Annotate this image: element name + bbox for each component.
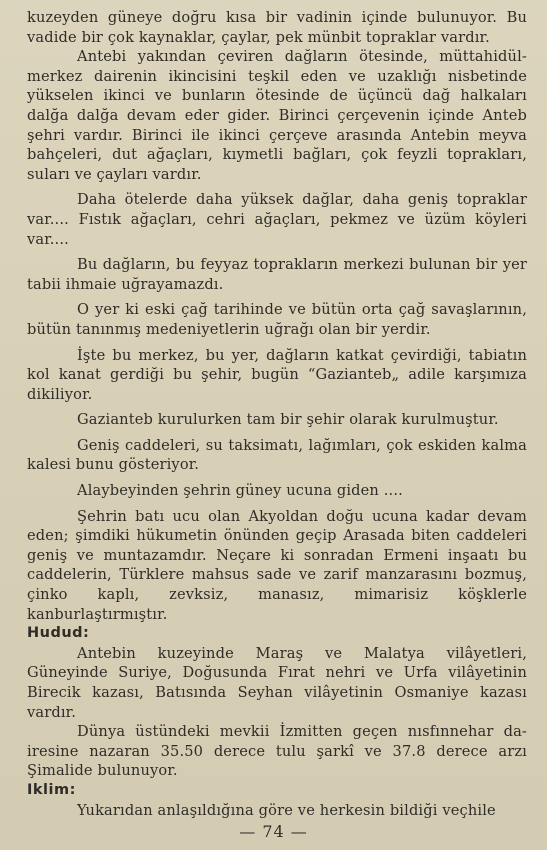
paragraph: Bu dağların, bu feyyaz toprakların merkezi bulunan bir yer tabii ihmaie uğrayamazdı. — [27, 256, 527, 293]
paragraph: Şehrin batı ucu olan Akyoldan doğu ucuna kadar devam eden; şimdiki hükumetin önünden geçip Arasada biten caddeleri geniş ve muntazamdır. Neçare ki sonradan Ermeni inşaatı bu caddelerin, Türklere mahsus sade ve zarif manzarasını bozmuş, çinko kaplı, zevksiz, manasız, mimarisiz köşklerle kanburlaştırmıştır. — [27, 507, 527, 623]
paragraph: Antebi yakından çeviren dağların ötesinde, müttahidül-merkez dairenin ikincisini teşkil eden ve uzaklığı nisbetinde yükselen ikinci ve bunların ötesinde de üçüncü dağ halkaları dalğa dalğa devam eder gider. Birinci çerçevenin içinde Anteb şehri vardır. Birinci ile ikinci çerçeve arasında Antebin meyva bahçeleri, dut ağaçları, kıymetli bağları, çok feyzli toprakları, suları ve çayları vardır. — [27, 48, 527, 183]
paragraph: Daha ötelerde daha yüksek dağlar, daha geniş topraklar var.... Fıstık ağaçları, cehri ağaçları, pekmez ve üzüm köyleri var.... — [27, 191, 527, 248]
paragraph: Dünya üstündeki mevkii İzmitten geçen nısfınnehar da-iresine nazaran 35.50 derece tulu şarkî ve 37.8 derece arzı Şimalide bulunuyor. — [27, 723, 527, 780]
paragraph: Geniş caddeleri, su taksimatı, lağımları, çok eskiden kalma kalesi bunu gösteriyor. — [27, 436, 527, 474]
paragraph: kuzeyden güneye doğru kısa bir vadinin içinde bulunuyor. Bu vadide bir çok kaynaklar, çaylar, pek münbit topraklar vardır. — [27, 9, 527, 46]
page-number: — 74 — — [239, 822, 308, 841]
paragraph: Yukarıdan anlaşıldığına göre ve herkesin bildiği veçhile — [77, 801, 496, 819]
paragraph: Alaybeyinden şehrin güney ucuna giden .... — [77, 482, 403, 500]
section-heading-hudud: Hudud: — [27, 625, 90, 642]
body-text — [27, 8, 527, 820]
paragraph: Gazianteb kurulurken tam bir şehir olarak kurulmuştur. — [77, 411, 499, 429]
paragraph: O yer ki eski çağ tarihinde ve bütün orta çağ savaşlarının, bütün tanınmış medeniyetlerin uğrağı olan bir yerdir. — [27, 301, 527, 338]
section-heading-iklim: Iklim: — [27, 781, 76, 798]
paragraph: İşte bu merkez, bu yer, dağların katkat çevirdiği, tabiatın kol kanat gerdiği bu şehir, bugün “Gazianteb„ adile karşımıza dikiliyor. — [27, 346, 527, 403]
paragraph: Antebin kuzeyinde Maraş ve Malatya vilâyetleri, Güneyinde Suriye, Doğusunda Fırat nehri ve Urfa vilâyetinin Birecik kazası, Batısında Seyhan vilâyetinin Osmaniye kazası vardır. — [27, 644, 527, 721]
